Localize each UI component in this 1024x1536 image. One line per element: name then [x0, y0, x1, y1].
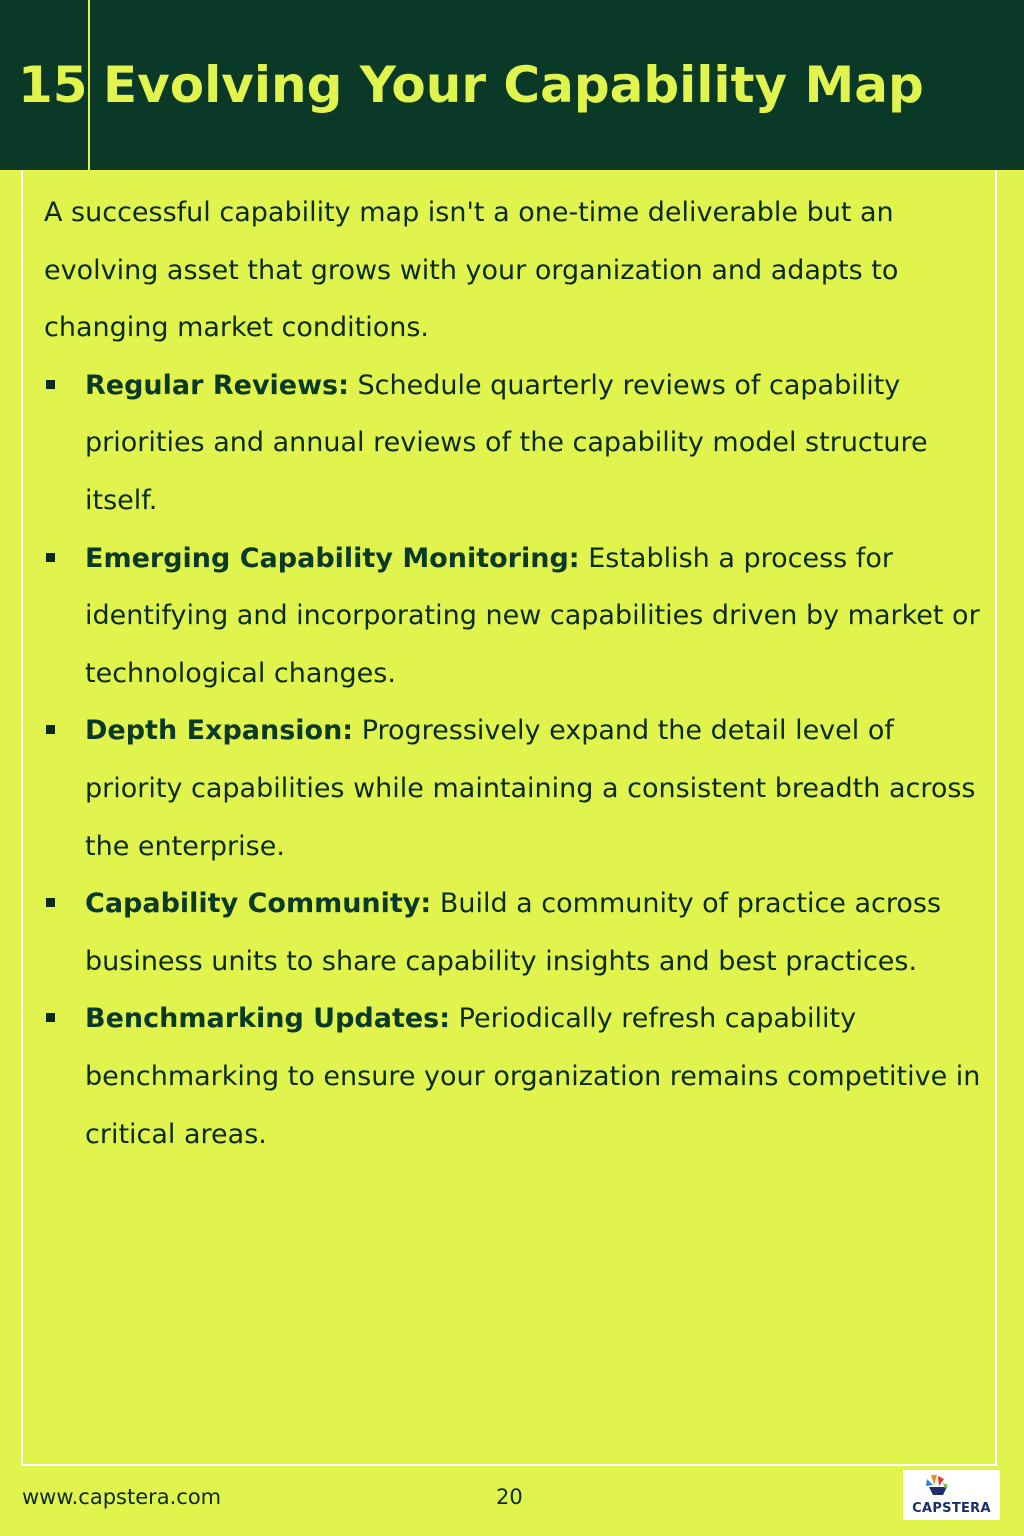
logo-text: CAPSTERA [912, 1501, 991, 1516]
list-item [44, 875, 984, 990]
square-bullet-icon [46, 380, 55, 389]
point-term: Depth Expansion: [85, 715, 354, 747]
point-term: Regular Reviews: [85, 369, 349, 401]
header-divider [88, 0, 90, 170]
bullet-list [44, 357, 984, 1163]
section-number: 15 [18, 56, 88, 114]
square-bullet-icon [46, 898, 55, 907]
square-bullet-icon [46, 553, 55, 562]
list-item [44, 702, 984, 875]
point-term: Emerging Capability Monitoring: [85, 542, 580, 574]
point-text: Periodically refresh capability benchmarking to ensure your organization remains competitive in critical areas. [85, 1003, 981, 1150]
capstera-logo [903, 1470, 1000, 1520]
website-link[interactable]: www.capstera.com [22, 1485, 222, 1509]
page-title: Evolving Your Capability Map [103, 56, 924, 114]
point-text: Schedule quarterly reviews of capability priorities and annual reviews of the capability model structure itself. [85, 369, 928, 516]
square-bullet-icon [46, 725, 55, 734]
intro-paragraph: A successful capability map isn't a one-time deliverable but an evolving asset that grows with your organization and adapts to changing market conditions. [44, 197, 899, 344]
point-term: Capability Community: [85, 888, 432, 920]
list-item [44, 990, 984, 1163]
list-item [44, 530, 984, 703]
logo-mark-icon [917, 1473, 987, 1501]
page-number: 20 [496, 1485, 523, 1509]
point-text: Progressively expand the detail level of priority capabilities while maintaining a consistent breadth across the enterprise. [85, 715, 976, 862]
point-text: Build a community of practice across business units to share capability insights and best practices. [85, 888, 942, 977]
page-header [0, 0, 1024, 170]
main-content [44, 184, 984, 1163]
point-term: Benchmarking Updates: [85, 1003, 451, 1035]
list-item [44, 357, 984, 530]
point-text: Establish a process for identifying and incorporating new capabilities driven by market or technological changes. [85, 542, 980, 689]
square-bullet-icon [46, 1013, 55, 1022]
